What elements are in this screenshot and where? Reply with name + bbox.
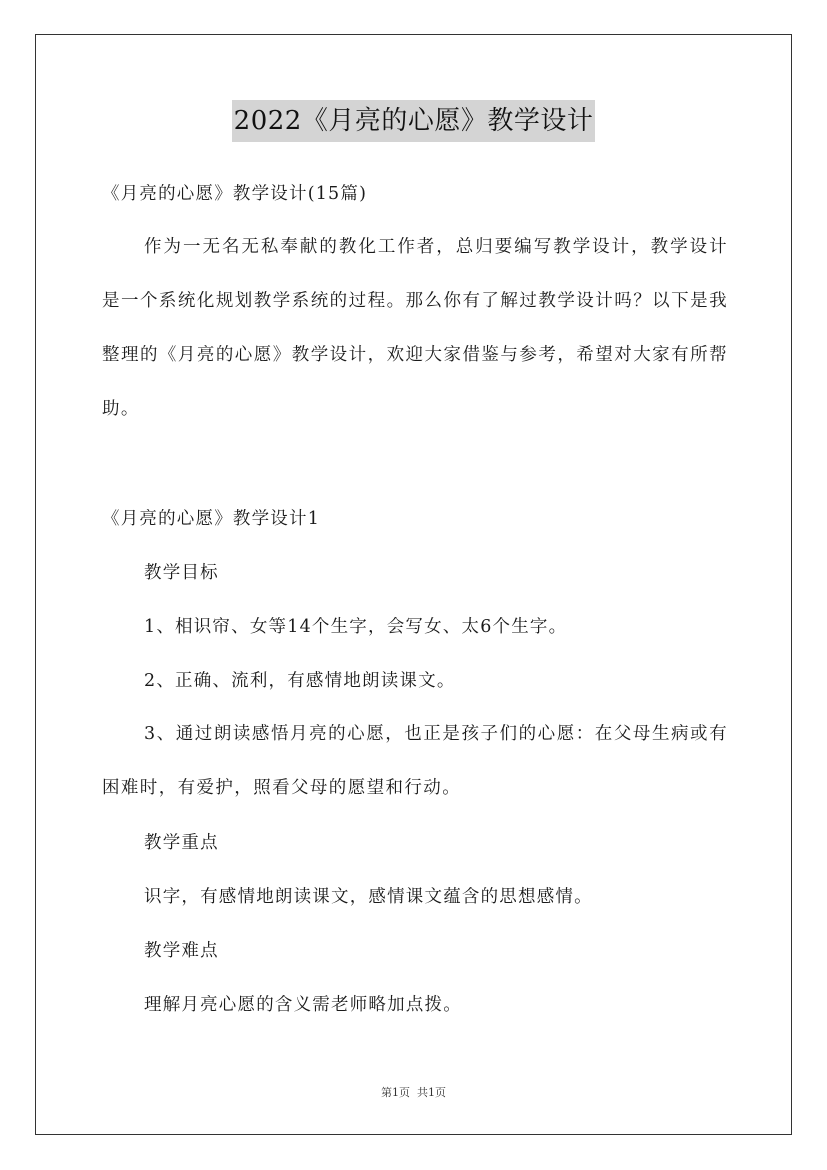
page-footer: 第1页 共1页	[381, 1086, 446, 1099]
key-points-heading: 教学重点	[144, 833, 219, 853]
objectives-heading: 教学目标	[144, 563, 219, 583]
difficulty-text: 理解月亮心愿的含义需老师略加点拨。	[144, 995, 462, 1015]
title-wrapper	[0, 100, 827, 142]
document-title: 2022《月亮的心愿》教学设计	[232, 100, 596, 142]
objective-item-1: 1、相识帘、女等14个生字，会写女、太6个生字。	[144, 617, 568, 637]
section-title: 《月亮的心愿》教学设计1	[102, 509, 321, 529]
objective-item-2: 2、正确、流利，有感情地朗读课文。	[144, 671, 456, 691]
objective-item-3: 3、通过朗读感悟月亮的心愿，也正是孩子们的心愿：在父母生病或有困难时，有爱护，照看父母的愿望和行动。	[102, 724, 728, 798]
key-points-text: 识字，有感情地朗读课文，感情课文蕴含的思想感情。	[144, 887, 593, 907]
document-subtitle: 《月亮的心愿》教学设计(15篇)	[102, 184, 368, 204]
difficulty-heading: 教学难点	[144, 941, 219, 961]
intro-paragraph: 作为一无名无私奉献的教化工作者，总归要编写教学设计，教学设计是一个系统化规划教学系统的过程。那么你有了解过教学设计吗？以下是我整理的《月亮的心愿》教学设计，欢迎大家借鉴与参考，希望对大家有所帮助。	[102, 237, 728, 419]
